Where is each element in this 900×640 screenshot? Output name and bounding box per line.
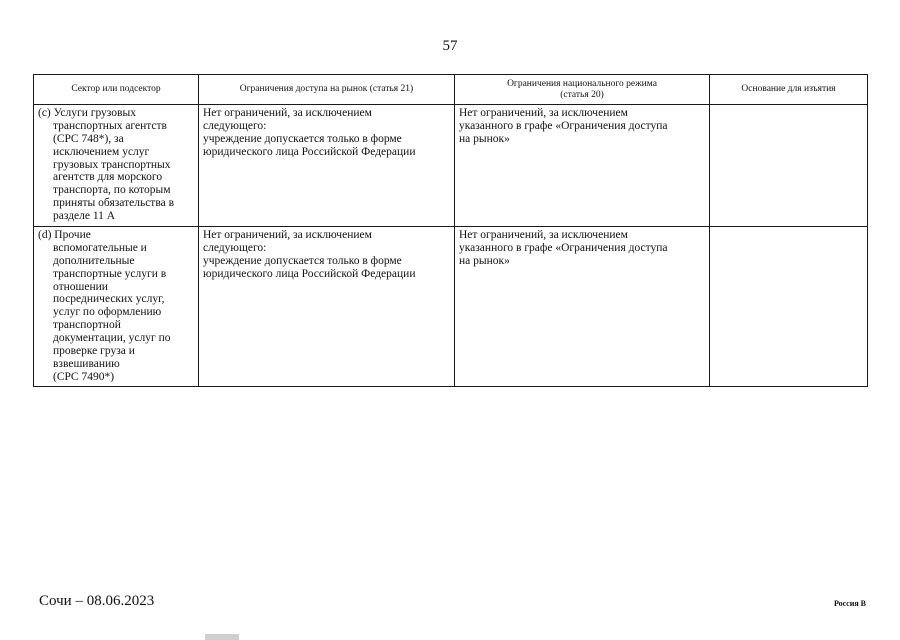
header-line: (статья 20) [560, 89, 604, 100]
sector-line: проверке груза и [53, 344, 135, 357]
header-line: Ограничения национального режима [507, 78, 657, 89]
sector-line: разделе 11 А [53, 210, 116, 222]
page-number: 57 [442, 38, 458, 54]
sector-cell [34, 105, 199, 227]
sector-label: (d) [38, 229, 55, 241]
sector-cell [34, 227, 199, 387]
header-national-treatment-text [507, 79, 657, 100]
sector-line: Услуги грузовых [53, 107, 136, 119]
sector-line: транспортной [53, 319, 121, 332]
exemption-basis-cell [710, 105, 868, 227]
sector-label: (c) [38, 107, 54, 119]
cell-line: указанного в графе «Ограничения доступа [459, 119, 668, 132]
cell-line: Нет ограничений, за исключением [203, 107, 372, 119]
sector-content [38, 229, 194, 384]
commitments-table [33, 74, 868, 387]
cell-line: следующего: [203, 119, 267, 132]
table-row [34, 227, 868, 387]
sector-line: отношении [53, 280, 108, 293]
national-treatment-cell [455, 105, 710, 227]
footer-country-label: Россия В [833, 599, 866, 608]
table-header-row [34, 75, 868, 105]
national-treatment-content [459, 107, 705, 146]
cell-line: Нет ограничений, за исключением [459, 107, 628, 119]
sector-line: посреднических услуг, [53, 293, 165, 306]
national-treatment-cell [455, 227, 710, 387]
national-treatment-content [459, 229, 705, 268]
sector-line: Прочие [54, 229, 91, 241]
cell-line: Нет ограничений, за исключением [203, 229, 372, 241]
sector-line: услуг по оформлению [53, 306, 162, 319]
sector-line: транспорта, по которым [53, 184, 171, 197]
scan-artifact [205, 634, 239, 640]
sector-line: документации, услуг по [53, 332, 171, 344]
market-access-content [203, 229, 450, 281]
market-access-cell [199, 227, 455, 387]
exemption-basis-cell [710, 227, 868, 387]
cell-line: юридического лица Российской Федерации [203, 145, 416, 158]
cell-line: Нет ограничений, за исключением [459, 229, 628, 241]
sector-line: (CPC 7490*) [53, 370, 115, 383]
cell-line: следующего: [203, 241, 267, 254]
header-exemption-basis: Основание для изъятия [710, 75, 868, 105]
cell-line: указанного в графе «Ограничения доступа [459, 241, 668, 254]
cell-line: юридического лица Российской Федерации [203, 267, 416, 280]
sector-content [38, 107, 194, 223]
sector-line: транспортные услуги в [53, 267, 167, 280]
header-sector: Сектор или подсектор [34, 75, 199, 105]
sector-line: взвешиванию [53, 357, 120, 370]
cell-line: на рынок» [459, 254, 510, 267]
cell-line: на рынок» [459, 132, 510, 145]
cell-line: учреждение допускается только в форме [203, 254, 402, 267]
cell-line: учреждение допускается только в форме [203, 132, 402, 145]
sector-line: транспортных агентств [53, 119, 167, 132]
header-national-treatment [455, 75, 710, 105]
market-access-content [203, 107, 450, 159]
table-row [34, 105, 868, 227]
sector-line: исключением услуг [53, 145, 150, 158]
sector-line: (CPC 748*), за [53, 132, 124, 145]
sector-line: агентств для морского [53, 171, 163, 184]
sector-line: приняты обязательства в [53, 197, 175, 210]
footer-place-date: Сочи – 08.06.2023 [39, 593, 155, 609]
header-market-access: Ограничения доступа на рынок (статья 21) [199, 75, 455, 105]
sector-line: дополнительные [53, 254, 135, 267]
market-access-cell [199, 105, 455, 227]
sector-line: вспомогательные и [53, 241, 147, 254]
sector-line: грузовых транспортных [53, 158, 171, 171]
